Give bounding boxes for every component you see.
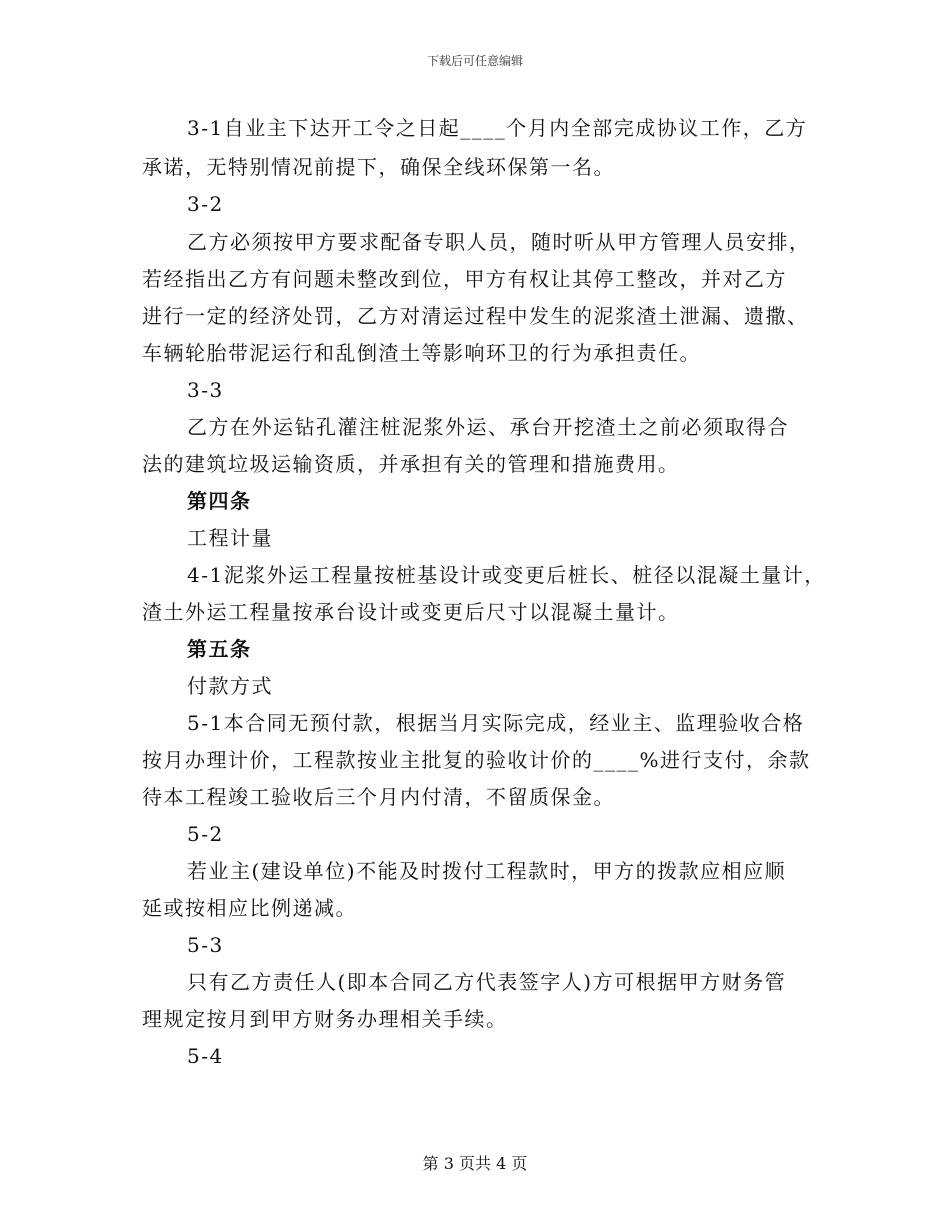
clause-5-1-line-1: 5-1本合同无预付款，根据当月实际完成，经业主、监理验收合格 — [187, 711, 805, 735]
clause-3-3-number: 3-3 — [187, 378, 224, 402]
article-4-heading: 第四条 — [187, 489, 252, 513]
clause-5-1-line-3: 待本工程竣工验收后三个月内付清，不留质保金。 — [142, 785, 615, 809]
clause-5-3-line-2: 理规定按月到甲方财务办理相关手续。 — [142, 1007, 508, 1031]
clause-5-2-number: 5-2 — [187, 822, 224, 846]
article-5-title: 付款方式 — [187, 674, 273, 698]
clause-3-2-number: 3-2 — [187, 192, 224, 216]
clause-4-1-line-1: 4-1泥浆外运工程量按桩基设计或变更后桩长、桩径以混凝土量计， — [187, 563, 826, 587]
clause-5-3-line-1: 只有乙方责任人(即本合同乙方代表签字人)方可根据甲方财务管 — [187, 970, 787, 994]
clause-3-3-line-2: 法的建筑垃圾运输资质，并承担有关的管理和措施费用。 — [142, 452, 680, 476]
clause-5-1-line-2: 按月办理计价，工程款按业主批复的验收计价的____%进行支付，余款 — [142, 748, 811, 772]
clause-3-1-line-1: 3-1自业主下达开工令之日起____个月内全部完成协议工作，乙方 — [187, 116, 808, 140]
page-footer: 第 3 页共 4 页 — [422, 1154, 528, 1173]
clause-5-3-number: 5-3 — [187, 933, 224, 957]
clause-5-4-number: 5-4 — [187, 1044, 224, 1068]
clause-3-2-line-1: 乙方必须按甲方要求配备专职人员，随时听从甲方管理人员安排， — [187, 230, 811, 254]
article-5-heading: 第五条 — [187, 637, 252, 661]
clause-5-2-line-2: 延或按相应比例递减。 — [142, 896, 357, 920]
clause-3-2-line-3: 进行一定的经济处罚，乙方对清运过程中发生的泥浆渣土泄漏、遗撒、 — [142, 304, 809, 328]
clause-3-2-line-2: 若经指出乙方有问题未整改到位，甲方有权让其停工整改，并对乙方 — [142, 267, 787, 291]
clause-4-1-line-2: 渣土外运工程量按承台设计或变更后尺寸以混凝土量计。 — [142, 600, 680, 624]
page-header: 下载后可任意编辑 — [426, 54, 523, 68]
clause-3-1-line-2: 承诺，无特别情况前提下，确保全线环保第一名。 — [142, 155, 615, 179]
clause-3-2-line-4: 车辆轮胎带泥运行和乱倒渣土等影响环卫的行为承担责任。 — [142, 341, 701, 365]
clause-5-2-line-1: 若业主(建设单位)不能及时拨付工程款时，甲方的拨款应相应顺 — [187, 859, 787, 883]
clause-3-3-line-1: 乙方在外运钻孔灌注桩泥浆外运、承台开挖渣土之前必须取得合 — [187, 415, 789, 439]
article-4-title: 工程计量 — [187, 526, 273, 550]
